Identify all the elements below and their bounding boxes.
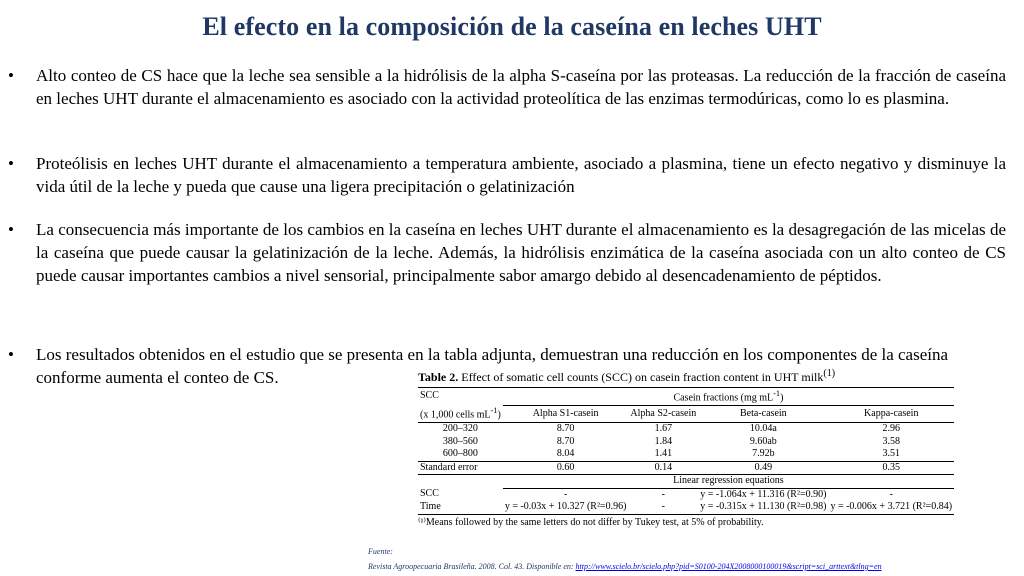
table-caption [418,367,834,384]
bullet-marker: • [8,66,14,85]
bullet-3 [8,218,1006,287]
source-label: Fuente: [368,547,393,556]
casein-table [418,387,954,515]
bullet-2 [8,152,1006,198]
table-caption-label: Table 2. [418,370,459,384]
bullet-text: La consecuencia más importante de los cambios en la caseína en leches UHT durante el almacenamiento es la desagregación de las micelas de la caseína que puede causar la gelatinización de la leche. Además, la hidrólisis enzimática de la caseína asociada con un alto conteo de CS puede causar importantes cambios a nivel sensorial, principalmente sabor amargo debido al desencadenamiento de péptidos. [36,220,1006,285]
table-row: 380–560 8.70 1.84 9.60ab 3.58 [442,435,900,447]
col-header: Kappa-casein [828,405,954,422]
bullet-marker: • [8,345,14,364]
table-row: 600–800 8.04 1.41 7.92b 3.51 [418,448,954,461]
table-row: Standard error 0.60 0.14 0.49 0.35 [418,461,954,475]
bullet-marker: • [8,220,14,239]
table-row: Time y = -0.03x + 10.327 (R²=0.96) - y = -0.315x + 11.130 (R²=0.98) y = -0.006x + 3.721 (R²=0.84) [420,501,953,513]
col-header: Alpha S2-casein [628,405,698,422]
col-header: Beta-casein [698,405,828,422]
slide-title: El efecto en la composición de la caseína en leches UHT [202,12,822,41]
table-caption-text: Effect of somatic cell counts (SCC) on casein fraction content in UHT milk [461,370,824,384]
col-header: Alpha S1-casein [503,405,629,422]
header-scc: SCC [418,388,503,406]
table-caption-sup: (1) [823,368,836,379]
bullet-text: Los resultados obtenidos en el estudio que se presenta en la tabla adjunta, demuestran una reducción en los componentes de la caseína conforme aumenta el conteo de CS. [36,345,949,387]
casein-table-figure [418,367,953,529]
table-footnote: ⁽¹⁾Means followed by the same letters do not differ by Tukey test, at 5% of probability. [418,516,764,528]
source-citation: Revista Agroopecuaria Brasileña. 2008. Col. 43. Disponible en: http://www.scielo.br/scielo.php?pid=S0100-204X2008000100019&script=sci_arttext&tlng=en [368,562,882,571]
header-units: (x 1,000 cells $mL^{-1}$) [420,406,501,421]
regression-header: Linear regression equations [503,475,954,489]
bullet-1 [8,64,1006,110]
header-casein-group: Casein fractions (mg $mL^{-1}$) [503,388,954,406]
table-row: SCC - - y = -1.064x + 11.316 (R²=0.90) - [420,488,893,500]
bullet-marker: • [8,154,14,173]
table-row: 200–320 8.70 1.67 10.04a 2.96 [442,423,900,435]
bullet-text: Alto conteo de CS hace que la leche sea sensible a la hidrólisis de la alpha S-caseína por las proteasas. La reducción de la fracción de caseína en leches UHT durante el almacenamiento es asociado con la actividad proteolítica de las enzimas termodúricas, como lo es plasmina. [36,66,1006,108]
bullet-text: Proteólisis en leches UHT durante el almacenamiento a temperatura ambiente, asociado a plasmina, tiene un efecto negativo y disminuye la vida útil de la leche y pueda que cause una ligera precipitación o gelatinización [36,154,1006,196]
source-link[interactable]: http://www.scielo.br/scielo.php?pid=S0100-204X2008000100019&script=sci_arttext&tlng=en [575,562,882,571]
